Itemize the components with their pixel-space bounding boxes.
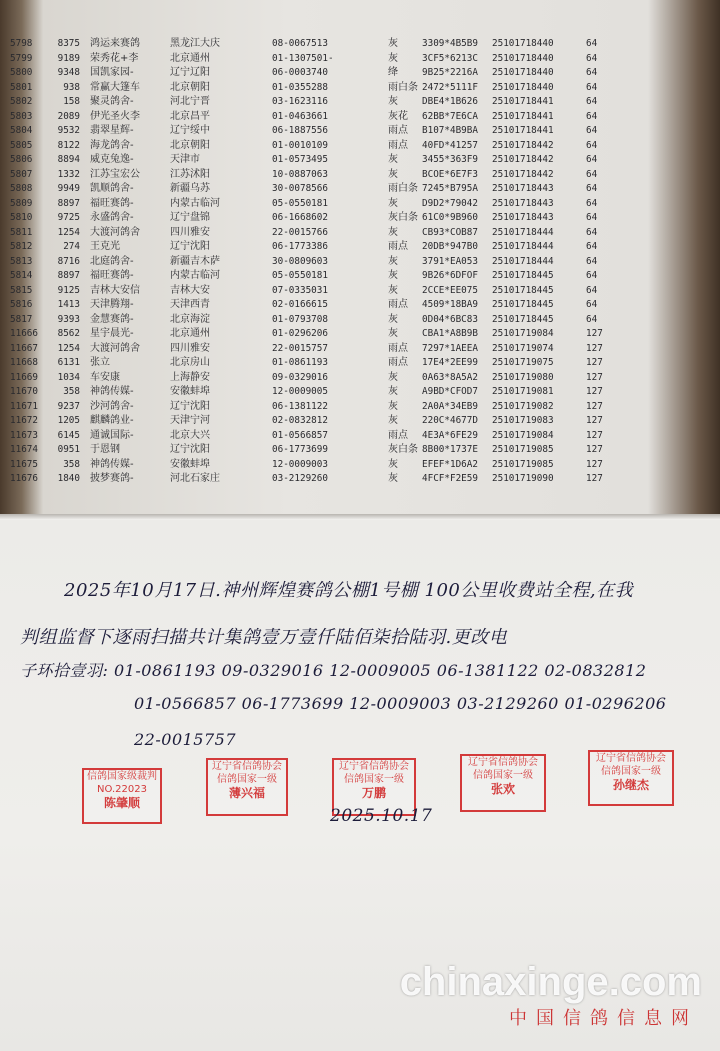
cell-chip: 25101718440 <box>492 67 554 78</box>
cell-ring: 158 <box>63 96 80 107</box>
cell-area: 北京大兴 <box>170 429 210 441</box>
cell-ring: 9348 <box>57 67 80 78</box>
watermark-site: 中国信鸽信息网 <box>509 1008 698 1029</box>
cell-color: 灰白条 <box>388 212 418 223</box>
cell-id: 22-0015757 <box>272 342 328 354</box>
cell-ring: 358 <box>63 458 80 470</box>
stamp-official-1: 辽宁省信鸽协会 信鸽国家一级 薄兴福 <box>206 758 288 816</box>
cell-color: 灰 <box>388 400 398 412</box>
note-line-1: 2025年10月17日.神州辉煌赛鸽公棚1号棚 100公里收费站全程,在我 <box>64 580 634 601</box>
cell-no: 5809 <box>10 197 33 209</box>
cell-no: 5808 <box>10 183 33 194</box>
cell-code: 7297*1AEEA <box>422 342 478 354</box>
cell-code: 9B26*6DFOF <box>422 270 478 281</box>
cell-name: 金慧赛鸽- <box>90 313 134 325</box>
cell-no: 5799 <box>10 52 33 64</box>
cell-color: 灰 <box>388 386 398 397</box>
cell-color: 雨白条 <box>388 183 418 194</box>
cell-chip: 25101718440 <box>492 38 554 49</box>
cell-code: EFEF*1D6A2 <box>422 458 478 470</box>
cell-ring: 8897 <box>57 270 80 281</box>
cell-area: 辽宁沈阳 <box>170 400 210 412</box>
cell-area: 新疆吉木萨 <box>170 255 220 267</box>
cell-color: 雨白条 <box>388 81 418 93</box>
cell-area: 安徽蚌埠 <box>170 386 210 397</box>
cell-area: 内蒙古临河 <box>170 270 220 281</box>
cell-code: 0D04*6BC83 <box>422 313 478 325</box>
cell-color: 雨点 <box>388 241 408 252</box>
cell-code: 3455*363F9 <box>422 154 478 165</box>
signature-date: 2025.10.17 <box>330 806 433 826</box>
cell-code: DBE4*1B626 <box>422 96 478 107</box>
cell-area: 北京朝阳 <box>170 139 210 151</box>
cell-color: 灰 <box>388 255 398 267</box>
watermark-domain: chinaxinge.com <box>399 960 702 1004</box>
cell-dist: 64 <box>586 125 598 136</box>
cell-chip: 25101719080 <box>492 371 554 383</box>
cell-dist: 64 <box>586 139 598 151</box>
cell-code: 61C0*9B960 <box>422 212 478 223</box>
cell-name: 常赢大篷车 <box>90 81 140 93</box>
cell-ring: 8375 <box>57 38 80 49</box>
cell-name: 永盛鸽舍- <box>90 212 134 223</box>
cell-ring: 9237 <box>57 400 80 412</box>
cell-no: 5804 <box>10 125 33 136</box>
cell-chip: 25101719083 <box>492 415 554 426</box>
cell-chip: 25101719084 <box>492 328 554 339</box>
cell-ring: 9725 <box>57 212 80 223</box>
cell-color: 灰 <box>388 328 398 339</box>
cell-no: 11675 <box>10 458 38 470</box>
cell-color: 雨点 <box>388 299 408 310</box>
cell-ring: 1254 <box>57 342 80 354</box>
cell-code: BCOE*6E7F3 <box>422 168 478 180</box>
cell-dist: 127 <box>586 429 603 441</box>
cell-id: 08-0067513 <box>272 38 328 49</box>
cell-area: 黑龙江大庆 <box>170 38 220 49</box>
cell-name: 江苏宝宏公 <box>90 168 140 180</box>
cell-id: 30-0809603 <box>272 255 328 267</box>
cell-chip: 25101718442 <box>492 168 554 180</box>
cell-color: 灰 <box>388 313 398 325</box>
cell-name: 吉林大安信 <box>90 284 140 296</box>
cell-code: 4FCF*F2E59 <box>422 473 478 484</box>
cell-area: 江苏沭阳 <box>170 168 210 180</box>
cell-ring: 1254 <box>57 226 80 238</box>
cell-code: 4509*18BA9 <box>422 299 478 310</box>
cell-chip: 25101719081 <box>492 386 554 397</box>
cell-no: 11668 <box>10 357 38 368</box>
cell-area: 辽宁沈阳 <box>170 444 210 455</box>
cell-ring: 6145 <box>57 429 80 441</box>
cell-no: 5805 <box>10 139 33 151</box>
cell-dist: 127 <box>586 342 603 354</box>
cell-dist: 127 <box>586 386 603 397</box>
cell-chip: 25101719090 <box>492 473 554 484</box>
cell-name: 天津腾翔- <box>90 299 134 310</box>
cell-dist: 127 <box>586 415 603 426</box>
cell-code: 40FD*41257 <box>422 139 478 151</box>
cell-ring: 1034 <box>57 371 80 383</box>
cell-name: 威克兔逸- <box>90 154 134 165</box>
cell-id: 01-0573495 <box>272 154 328 165</box>
cell-ring: 1413 <box>57 299 80 310</box>
cell-code: 0A63*8A5A2 <box>422 371 478 383</box>
cell-id: 01-1307501- <box>272 52 334 64</box>
cell-name: 大渡河鸽舍 <box>90 342 140 354</box>
cell-chip: 25101719074 <box>492 342 554 354</box>
cell-dist: 64 <box>586 212 598 223</box>
stamp-referee: 信鸽国家级裁判 NO.22023 陈肇顺 <box>82 768 162 824</box>
paper-fold <box>0 514 720 520</box>
cell-ring: 8897 <box>57 197 80 209</box>
cell-name: 聚灵鸽舍- <box>90 96 134 107</box>
cell-dist: 127 <box>586 458 603 470</box>
cell-name: 星宇晨光- <box>90 328 134 339</box>
cell-chip: 25101719084 <box>492 429 554 441</box>
cell-chip: 25101718441 <box>492 125 554 136</box>
cell-area: 北京房山 <box>170 357 210 368</box>
cell-id: 06-1668602 <box>272 212 328 223</box>
cell-chip: 25101719085 <box>492 458 554 470</box>
cell-no: 5816 <box>10 299 33 310</box>
cell-id: 09-0329016 <box>272 371 328 383</box>
cell-no: 11672 <box>10 415 38 426</box>
cell-dist: 127 <box>586 473 603 484</box>
cell-dist: 127 <box>586 328 603 339</box>
note-line-3: 子环拾壹羽: 01-0861193 09-0329016 12-0009005 06-1381122 02-0832812 <box>20 661 647 680</box>
cell-color: 灰 <box>388 226 398 238</box>
cell-ring: 8716 <box>57 255 80 267</box>
cell-id: 05-0550181 <box>272 270 328 281</box>
cell-color: 雨点 <box>388 342 408 354</box>
cell-chip: 25101718440 <box>492 52 554 64</box>
cell-no: 5801 <box>10 81 33 93</box>
cell-no: 11669 <box>10 371 38 383</box>
cell-ring: 9393 <box>57 313 80 325</box>
cell-id: 06-0003740 <box>272 67 328 78</box>
cell-chip: 25101718441 <box>492 96 554 107</box>
cell-color: 灰 <box>388 473 398 484</box>
cell-code: 62BB*7E6CA <box>422 110 478 122</box>
cell-ring: 2089 <box>57 110 80 122</box>
stamp-official-2: 辽宁省信鸽协会 信鸽国家一级 万鹏 <box>332 758 416 816</box>
cell-area: 四川雅安 <box>170 342 210 354</box>
cell-dist: 64 <box>586 197 598 209</box>
cell-area: 安徽蚌埠 <box>170 458 210 470</box>
cell-code: 3CF5*6213C <box>422 52 478 64</box>
cell-ring: 8122 <box>57 139 80 151</box>
cell-chip: 25101718443 <box>492 197 554 209</box>
cell-chip: 25101718445 <box>492 299 554 310</box>
cell-code: 17E4*2EE99 <box>422 357 478 368</box>
cell-ring: 0951 <box>57 444 80 455</box>
cell-color: 灰花 <box>388 110 408 122</box>
cell-dist: 127 <box>586 357 603 368</box>
cell-dist: 64 <box>586 255 598 267</box>
cell-chip: 25101719085 <box>492 444 554 455</box>
cell-chip: 25101718444 <box>492 226 554 238</box>
cell-code: 4E3A*6FE29 <box>422 429 478 441</box>
cell-area: 河北宁晋 <box>170 96 210 107</box>
cell-name: 王克光 <box>90 241 120 252</box>
cell-area: 新疆乌苏 <box>170 183 210 194</box>
cell-area: 辽宁辽阳 <box>170 67 210 78</box>
cell-chip: 25101718441 <box>492 110 554 122</box>
cell-id: 01-0355288 <box>272 81 328 93</box>
cell-color: 灰 <box>388 284 398 296</box>
cell-ring: 9189 <box>57 52 80 64</box>
cell-ring: 938 <box>63 81 80 93</box>
cell-dist: 64 <box>586 284 598 296</box>
cell-id: 01-0566857 <box>272 429 328 441</box>
note-line-2: 判组监督下逐雨扫描共计集鸽壹万壹仟陆佰柒拾陆羽.更改电 <box>20 627 508 648</box>
cell-code: 2CCE*EE075 <box>422 284 478 296</box>
cell-color: 灰 <box>388 371 398 383</box>
cell-color: 灰 <box>388 52 398 64</box>
cell-area: 吉林大安 <box>170 284 210 296</box>
cell-id: 12-0009005 <box>272 386 328 397</box>
cell-dist: 64 <box>586 96 598 107</box>
cell-code: 2472*5111F <box>422 81 478 93</box>
cell-name: 国凯家园- <box>90 67 134 78</box>
cell-dist: 64 <box>586 299 598 310</box>
cell-id: 07-0335031 <box>272 284 328 296</box>
cell-id: 06-1773386 <box>272 241 328 252</box>
cell-no: 11666 <box>10 328 38 339</box>
cell-id: 06-1381122 <box>272 400 328 412</box>
cell-dist: 64 <box>586 241 598 252</box>
cell-no: 5810 <box>10 212 33 223</box>
cell-name: 张立 <box>90 357 110 368</box>
cell-name: 鸿运来赛鸽 <box>90 38 140 49</box>
cell-area: 北京昌平 <box>170 110 210 122</box>
cell-dist: 64 <box>586 270 598 281</box>
cell-color: 灰 <box>388 168 398 180</box>
cell-chip: 25101718445 <box>492 270 554 281</box>
cell-color: 灰 <box>388 270 398 281</box>
cell-dist: 64 <box>586 67 598 78</box>
cell-dist: 64 <box>586 110 598 122</box>
cell-id: 02-0832812 <box>272 415 328 426</box>
cell-area: 北京海淀 <box>170 313 210 325</box>
cell-color: 雨点 <box>388 125 408 136</box>
cell-no: 5811 <box>10 226 33 238</box>
cell-code: 9B25*2216A <box>422 67 478 78</box>
cell-chip: 25101718443 <box>492 183 554 194</box>
stamp-official-3: 辽宁省信鸽协会 信鸽国家一级 张欢 <box>460 754 546 812</box>
cell-dist: 127 <box>586 371 603 383</box>
cell-id: 06-1773699 <box>272 444 328 455</box>
cell-ring: 9532 <box>57 125 80 136</box>
cell-color: 灰 <box>388 96 398 107</box>
cell-chip: 25101719082 <box>492 400 554 412</box>
cell-name: 伊光圣火李 <box>90 110 140 122</box>
cell-ring: 274 <box>63 241 80 252</box>
cell-id: 01-0793708 <box>272 313 328 325</box>
cell-color: 雨点 <box>388 357 408 368</box>
cell-color: 灰 <box>388 197 398 209</box>
cell-dist: 64 <box>586 168 598 180</box>
cell-dist: 64 <box>586 154 598 165</box>
cell-ring: 9125 <box>57 284 80 296</box>
cell-name: 福旺赛鸽- <box>90 270 134 281</box>
cell-chip: 25101718444 <box>492 241 554 252</box>
cell-no: 5803 <box>10 110 33 122</box>
cell-code: 3791*EA053 <box>422 255 478 267</box>
note-line-5: 22-0015757 <box>134 730 237 749</box>
cell-no: 5806 <box>10 154 33 165</box>
cell-code: 2A0A*34EB9 <box>422 400 478 412</box>
cell-code: CBA1*A8B9B <box>422 328 478 339</box>
cell-dist: 64 <box>586 313 598 325</box>
cell-name: 海龙鸽舍- <box>90 139 134 151</box>
cell-code: 20DB*947B0 <box>422 241 478 252</box>
cell-color: 绛 <box>388 67 398 78</box>
cell-code: 220C*4677D <box>422 415 478 426</box>
cell-dist: 64 <box>586 81 598 93</box>
cell-no: 5817 <box>10 313 33 325</box>
cell-name: 凯顺鸽舍- <box>90 183 134 194</box>
cell-ring: 9949 <box>57 183 80 194</box>
cell-code: 8B00*1737E <box>422 444 478 455</box>
cell-no: 11667 <box>10 342 38 354</box>
cell-no: 11676 <box>10 473 38 484</box>
note-line-4: 01-0566857 06-1773699 12-0009003 03-2129260 01-0296206 <box>134 694 667 713</box>
cell-area: 四川雅安 <box>170 226 210 238</box>
cell-ring: 1332 <box>57 168 80 180</box>
cell-id: 05-0550181 <box>272 197 328 209</box>
cell-code: B107*4B9BA <box>422 125 478 136</box>
cell-dist: 64 <box>586 38 598 49</box>
cell-no: 11671 <box>10 400 38 412</box>
cell-chip: 25101718440 <box>492 81 554 93</box>
cell-chip: 25101719075 <box>492 357 554 368</box>
cell-id: 01-0010109 <box>272 139 328 151</box>
cell-area: 辽宁沈阳 <box>170 241 210 252</box>
cell-code: 3309*4B5B9 <box>422 38 478 49</box>
cell-name: 于恩钢 <box>90 444 120 455</box>
cell-no: 5807 <box>10 168 33 180</box>
cell-area: 内蒙古临河 <box>170 197 220 209</box>
cell-name: 神鸽传媒- <box>90 386 134 397</box>
cell-no: 5798 <box>10 38 33 49</box>
cell-color: 灰 <box>388 38 398 49</box>
cell-color: 灰 <box>388 458 398 470</box>
cell-no: 11670 <box>10 386 38 397</box>
cell-area: 河北石家庄 <box>170 473 220 484</box>
cell-no: 5814 <box>10 270 33 281</box>
cell-dist: 127 <box>586 444 603 455</box>
cell-chip: 25101718445 <box>492 313 554 325</box>
cell-id: 03-1623116 <box>272 96 328 107</box>
cell-code: CB93*COB87 <box>422 226 478 238</box>
cell-code: 7245*B795A <box>422 183 478 194</box>
cell-color: 灰白条 <box>388 444 418 455</box>
cell-no: 5812 <box>10 241 33 252</box>
cell-name: 福旺赛鸽- <box>90 197 134 209</box>
cell-no: 5815 <box>10 284 33 296</box>
cell-code: A9BD*CFOD7 <box>422 386 478 397</box>
cell-ring: 1205 <box>57 415 80 426</box>
cell-chip: 25101718442 <box>492 139 554 151</box>
cell-id: 22-0015766 <box>272 226 328 238</box>
cell-area: 北京朝阳 <box>170 81 210 93</box>
cell-area: 天津市 <box>170 154 200 165</box>
cell-name: 披梦赛鸽- <box>90 473 134 484</box>
cell-ring: 1840 <box>57 473 80 484</box>
cell-id: 02-0166615 <box>272 299 328 310</box>
cell-name: 沙河鸽舍- <box>90 400 134 412</box>
cell-no: 11674 <box>10 444 38 455</box>
cell-name: 翡翠星辉- <box>90 125 134 136</box>
cell-color: 雨点 <box>388 139 408 151</box>
cell-area: 天津宁河 <box>170 415 210 426</box>
cell-id: 01-0861193 <box>272 357 328 368</box>
cell-chip: 25101718442 <box>492 154 554 165</box>
cell-chip: 25101718443 <box>492 212 554 223</box>
cell-ring: 358 <box>63 386 80 397</box>
cell-name: 神鸽传媒- <box>90 458 134 470</box>
cell-chip: 25101718444 <box>492 255 554 267</box>
cell-id: 30-0078566 <box>272 183 328 194</box>
cell-name: 通诚国际- <box>90 429 134 441</box>
cell-area: 天津西青 <box>170 299 210 310</box>
cell-ring: 8562 <box>57 328 80 339</box>
cell-area: 北京通州 <box>170 328 210 339</box>
cell-no: 11673 <box>10 429 38 441</box>
cell-name: 麒麟鸽业- <box>90 415 134 426</box>
cell-area: 北京通州 <box>170 52 210 64</box>
cell-ring: 6131 <box>57 357 80 368</box>
cell-code: D9D2*79042 <box>422 197 478 209</box>
cell-id: 01-0296206 <box>272 328 328 339</box>
cell-name: 荣秀花+李 <box>90 52 139 64</box>
cell-color: 灰 <box>388 154 398 165</box>
cell-name: 北庭鸽舍- <box>90 255 134 267</box>
stamp-official-4: 辽宁省信鸽协会 信鸽国家一级 孙继杰 <box>588 750 674 806</box>
cell-area: 上海静安 <box>170 371 210 383</box>
cell-area: 辽宁绥中 <box>170 125 210 136</box>
cell-color: 雨点 <box>388 429 408 441</box>
cell-dist: 127 <box>586 400 603 412</box>
cell-dist: 64 <box>586 183 598 194</box>
cell-no: 5802 <box>10 96 33 107</box>
cell-ring: 8894 <box>57 154 80 165</box>
cell-color: 灰 <box>388 415 398 426</box>
cell-id: 01-0463661 <box>272 110 328 122</box>
cell-no: 5800 <box>10 67 33 78</box>
cell-chip: 25101718445 <box>492 284 554 296</box>
cell-name: 车安康 <box>90 371 120 383</box>
cell-id: 12-0009003 <box>272 458 328 470</box>
cell-no: 5813 <box>10 255 33 267</box>
cell-dist: 64 <box>586 226 598 238</box>
cell-name: 大渡河鸽舍 <box>90 226 140 238</box>
cell-id: 10-0887063 <box>272 168 328 180</box>
cell-id: 06-1887556 <box>272 125 328 136</box>
cell-area: 辽宁盘锦 <box>170 212 210 223</box>
cell-dist: 64 <box>586 52 598 64</box>
cell-id: 03-2129260 <box>272 473 328 484</box>
